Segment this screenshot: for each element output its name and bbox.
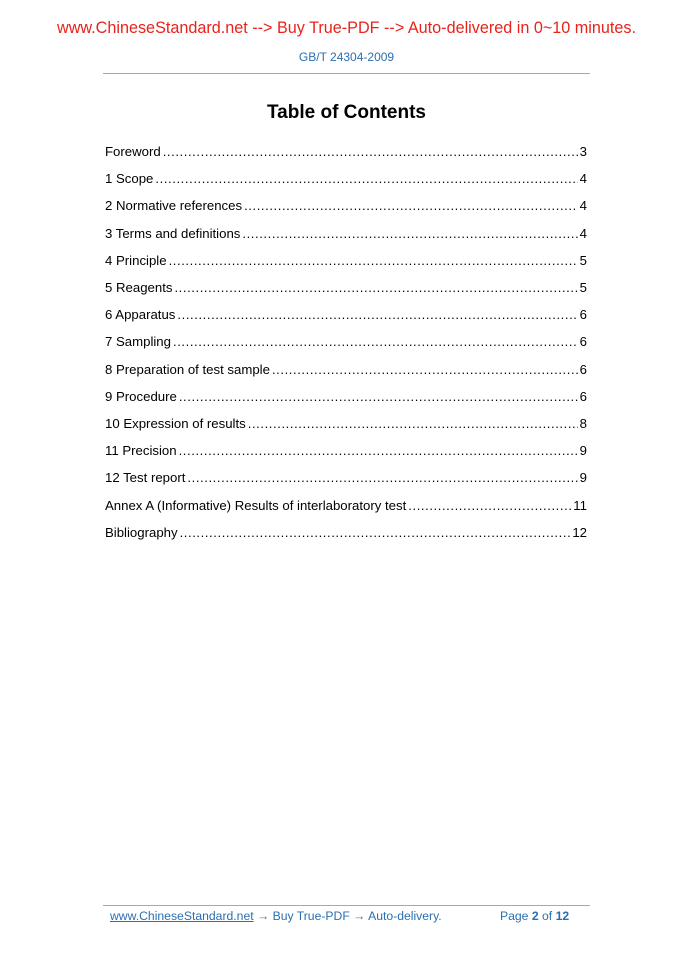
dot-leader	[155, 171, 577, 186]
footer-promo-text: → Buy True-PDF → Auto-delivery.	[253, 909, 442, 923]
toc-entry-page: 9	[579, 443, 587, 459]
toc-entry-precision[interactable]	[105, 437, 587, 464]
toc-entry-preparation-test-sample[interactable]	[105, 356, 587, 383]
toc-entry-normative-references[interactable]	[105, 192, 587, 219]
toc-entry-label: 5 Reagents	[105, 280, 173, 296]
toc-entry-page: 3	[579, 144, 587, 160]
dot-leader	[173, 334, 578, 349]
page-indicator	[500, 909, 569, 923]
toc-entry-page: 4	[579, 225, 587, 241]
dot-leader	[242, 226, 577, 241]
toc-list	[105, 138, 587, 546]
toc-entry-label: 4 Principle	[105, 252, 167, 268]
toc-entry-label: Annex A (Informative) Results of interlaboratory test	[105, 497, 407, 513]
total-pages-number: 12	[555, 909, 570, 923]
toc-entry-reagents[interactable]	[105, 274, 587, 301]
dot-leader	[174, 280, 577, 295]
toc-entry-page: 6	[579, 334, 587, 350]
toc-entry-apparatus[interactable]	[105, 301, 587, 328]
dot-leader	[408, 498, 571, 513]
dot-leader	[179, 389, 578, 404]
toc-entry-page: 4	[579, 198, 587, 214]
toc-entry-expression-results[interactable]	[105, 410, 587, 437]
toc-entry-annex-a[interactable]	[105, 491, 587, 518]
toc-entry-page: 6	[579, 307, 587, 323]
toc-entry-label: 9 Procedure	[105, 388, 177, 404]
dot-leader	[272, 362, 578, 377]
footer-site-link[interactable]: www.ChineseStandard.net	[110, 909, 254, 923]
current-page-number: 2	[531, 909, 539, 923]
toc-entry-test-report[interactable]	[105, 464, 587, 491]
dot-leader	[179, 443, 578, 458]
of-word: of	[542, 909, 553, 923]
toc-entry-page: 12	[572, 524, 587, 540]
dot-leader	[248, 416, 578, 431]
toc-entry-sampling[interactable]	[105, 328, 587, 355]
toc-entry-label: 12 Test report	[105, 470, 186, 486]
toc-entry-bibliography[interactable]	[105, 519, 587, 546]
toc-entry-page: 8	[579, 415, 587, 431]
toc-entry-label: 2 Normative references	[105, 198, 243, 214]
promo-banner: www.ChineseStandard.net --> Buy True-PDF --> Auto-delivered in 0~10 minutes.	[57, 19, 636, 37]
toc-entry-label: 10 Expression of results	[105, 415, 246, 431]
page-word: Page	[500, 909, 529, 923]
toc-entry-page: 11	[573, 497, 587, 513]
toc-entry-principle[interactable]	[105, 247, 587, 274]
header-divider	[103, 73, 590, 74]
toc-entry-foreword[interactable]	[105, 138, 587, 165]
toc-entry-terms-definitions[interactable]	[105, 220, 587, 247]
toc-title: Table of Contents	[266, 102, 427, 123]
toc-entry-page: 6	[579, 361, 587, 377]
dot-leader	[180, 525, 571, 540]
dot-leader	[163, 144, 578, 159]
dot-leader	[187, 470, 577, 485]
toc-entry-label: 11 Precision	[105, 443, 177, 459]
toc-entry-page: 6	[579, 388, 587, 404]
toc-entry-page: 9	[579, 470, 587, 486]
dot-leader	[177, 307, 577, 322]
toc-entry-page: 5	[579, 252, 587, 268]
toc-entry-label: 8 Preparation of test sample	[105, 361, 270, 377]
standard-code: GB/T 24304-2009	[298, 50, 395, 64]
dot-leader	[169, 253, 578, 268]
toc-entry-label: 1 Scope	[105, 171, 154, 187]
toc-entry-page: 4	[579, 171, 587, 187]
page-footer	[110, 909, 590, 923]
dot-leader	[244, 198, 578, 213]
toc-entry-label: 7 Sampling	[105, 334, 171, 350]
toc-entry-scope[interactable]	[105, 165, 587, 192]
toc-entry-procedure[interactable]	[105, 383, 587, 410]
toc-entry-label: 3 Terms and definitions	[105, 225, 241, 241]
footer-divider	[103, 905, 590, 906]
toc-entry-page: 5	[579, 280, 587, 296]
toc-entry-label: 6 Apparatus	[105, 307, 176, 323]
toc-entry-label: Foreword	[105, 144, 161, 160]
toc-entry-label: Bibliography	[105, 524, 178, 540]
